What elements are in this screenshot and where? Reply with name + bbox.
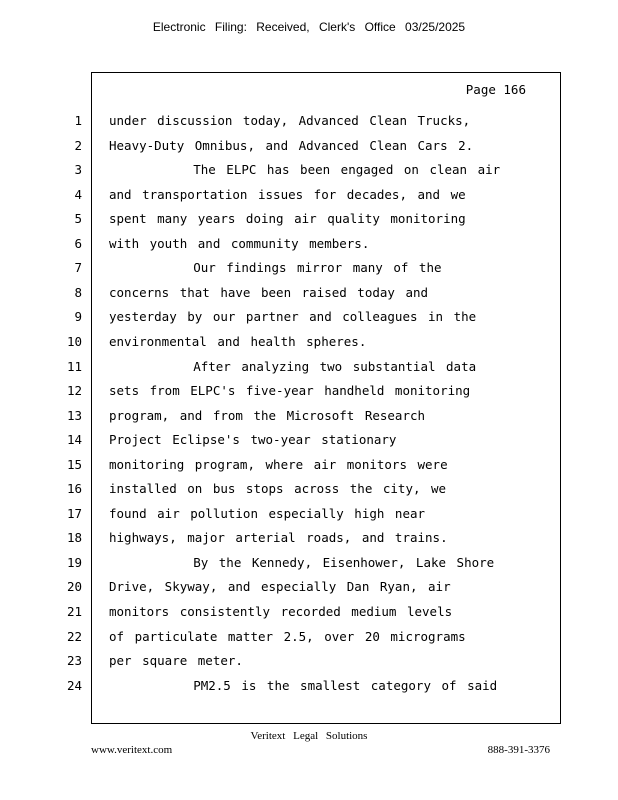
transcript-line: spent many years doing air quality monitoring (109, 211, 466, 226)
transcript-line: After analyzing two substantial data (109, 359, 477, 374)
line-number: 24 (66, 678, 82, 693)
line-number: 15 (66, 457, 82, 472)
line-number: 11 (66, 359, 82, 374)
line-number: 2 (74, 138, 82, 153)
transcript-line: of particulate matter 2.5, over 20 micrograms (109, 629, 466, 644)
transcript-line: program, and from the Microsoft Research (109, 408, 426, 423)
line-number: 14 (66, 432, 82, 447)
line-number: 18 (66, 530, 82, 545)
line-number: 19 (66, 555, 82, 570)
line-number: 23 (66, 653, 82, 668)
line-number: 20 (66, 579, 82, 594)
footer-website: www.veritext.com (91, 744, 173, 756)
transcript-line: Our findings mirror many of the (109, 260, 442, 275)
footer-company: Veritext Legal Solutions (250, 730, 368, 742)
line-number: 4 (74, 187, 82, 202)
line-number: 8 (74, 285, 82, 300)
transcript-line: monitors consistently recorded medium levels (109, 604, 453, 619)
transcript-line: Drive, Skyway, and especially Dan Ryan, air (109, 579, 451, 594)
page-number: Page 166 (465, 82, 526, 97)
line-number: 10 (66, 334, 82, 349)
transcript-line: yesterday by our partner and colleagues in the (109, 309, 477, 324)
footer-phone: 888-391-3376 (487, 744, 550, 756)
transcript-line: with youth and community members. (109, 236, 370, 251)
line-number: 21 (66, 604, 82, 619)
transcript-line: PM2.5 is the smallest category of said (109, 678, 498, 693)
transcript-line: Project Eclipse's two-year stationary (109, 432, 397, 447)
line-number: 1 (74, 113, 82, 128)
transcript-line: sets from ELPC's five-year handheld monitoring (109, 383, 471, 398)
transcript-line: monitoring program, where air monitors were (109, 457, 448, 472)
transcript-line: per square meter. (109, 653, 243, 668)
line-number: 9 (74, 309, 82, 324)
line-number: 5 (74, 211, 82, 226)
transcript-line: The ELPC has been engaged on clean air (109, 162, 501, 177)
filing-stamp-header: Electronic Filing: Received, Clerk's Office 03/25/2025 (152, 20, 466, 34)
line-number: 7 (74, 260, 82, 275)
transcript-line: concerns that have been raised today and (109, 285, 429, 300)
transcript-line: under discussion today, Advanced Clean Trucks, (109, 113, 471, 128)
transcript-line: environmental and health spheres. (109, 334, 367, 349)
line-number: 6 (74, 236, 82, 251)
transcript-line: found air pollution especially high near (109, 506, 426, 521)
transcript-line: Heavy-Duty Omnibus, and Advanced Clean Cars 2. (109, 138, 474, 153)
line-number: 12 (66, 383, 82, 398)
line-number: 16 (66, 481, 82, 496)
line-number: 13 (66, 408, 82, 423)
line-number: 22 (66, 629, 82, 644)
transcript-line: and transportation issues for decades, and we (109, 187, 466, 202)
transcript-line: installed on bus stops across the city, we (109, 481, 447, 496)
transcript-line: By the Kennedy, Eisenhower, Lake Shore (109, 555, 495, 570)
transcript-line: highways, major arterial roads, and trains. (109, 530, 448, 545)
line-number: 3 (74, 162, 82, 177)
line-number: 17 (66, 506, 82, 521)
